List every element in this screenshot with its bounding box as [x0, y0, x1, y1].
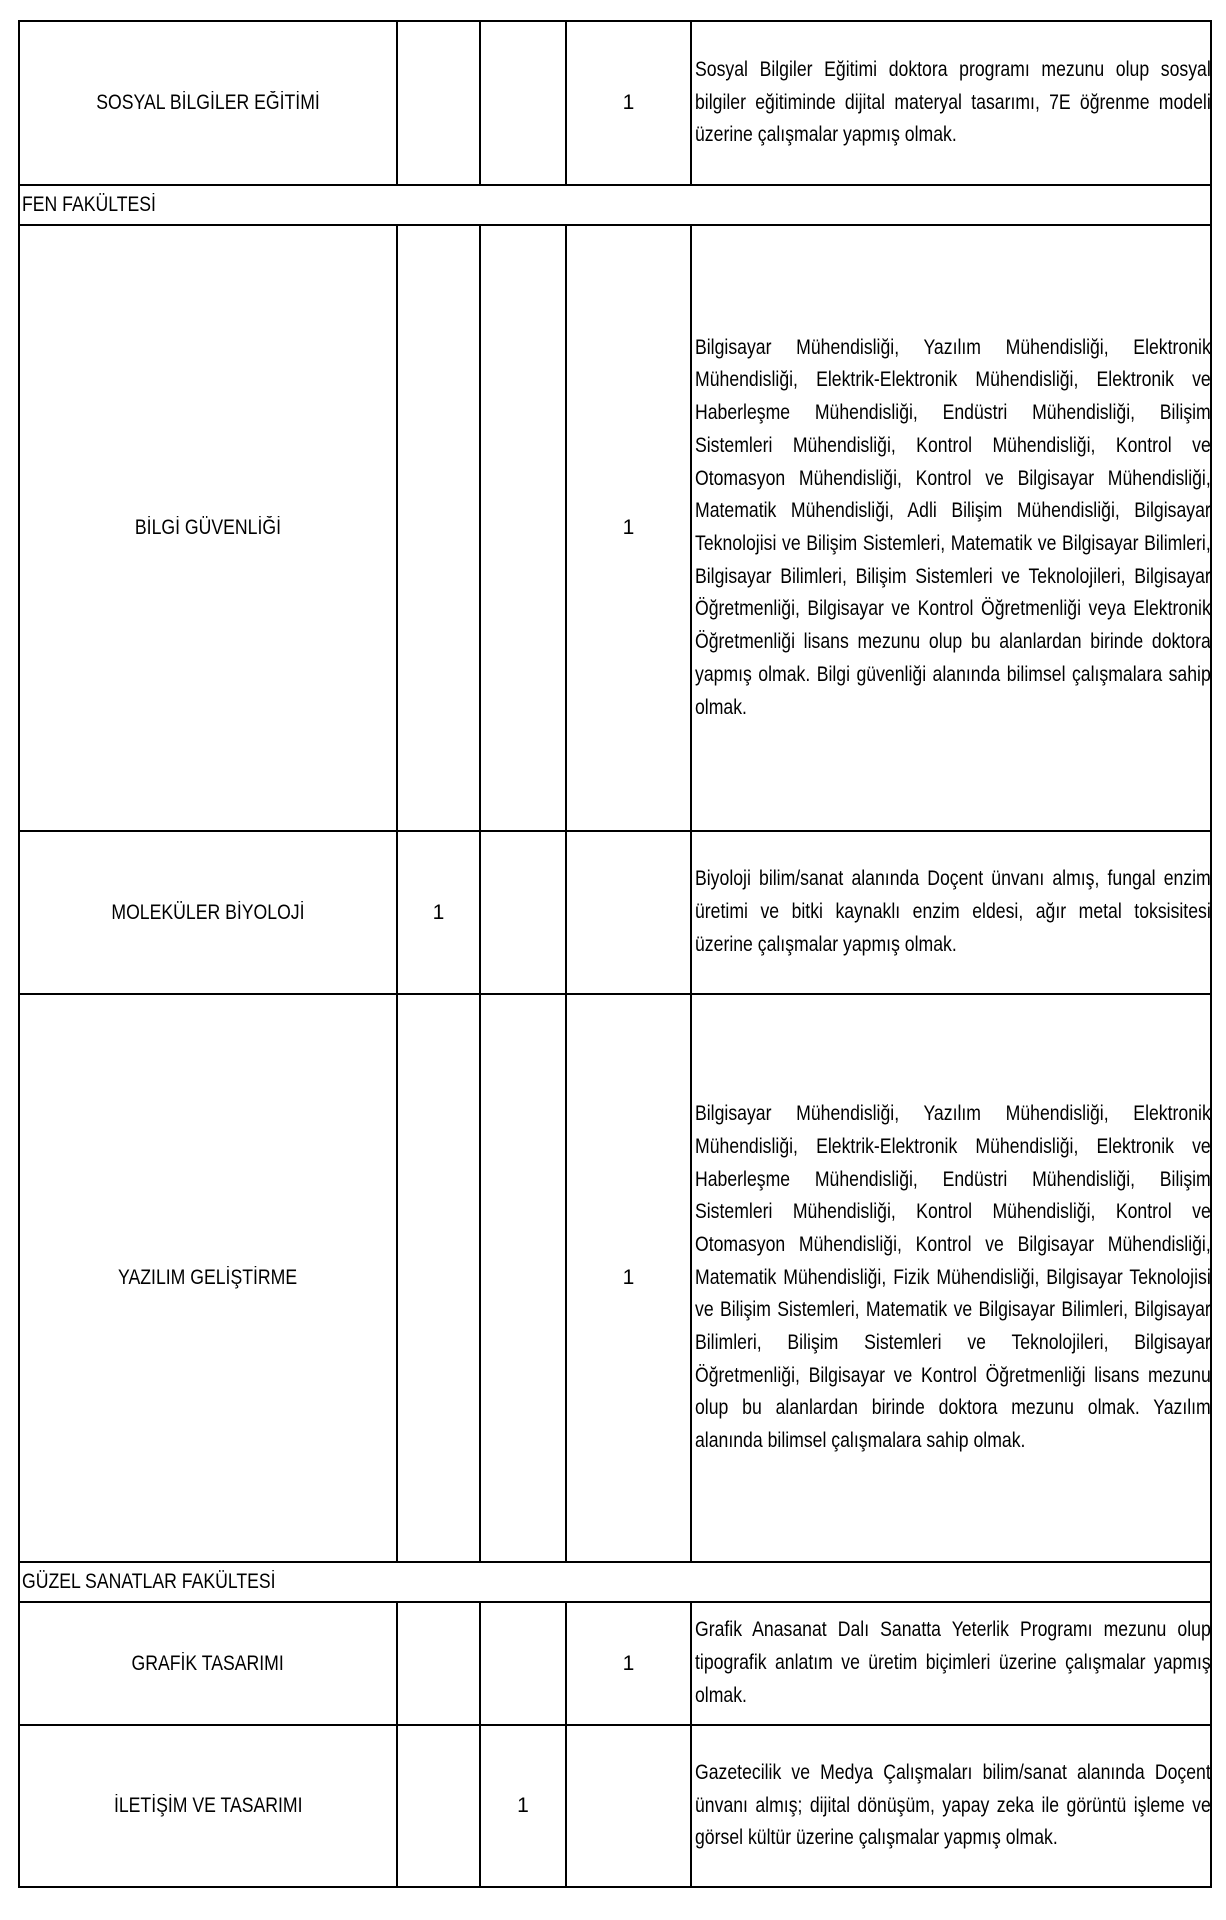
- faculty-row: [19, 185, 1211, 225]
- program-name: SOSYAL BİLGİLER EĞİTİMİ: [96, 91, 320, 114]
- requirements-cell: [691, 994, 1211, 1562]
- program-row: [19, 1725, 1211, 1887]
- program-name-cell: [19, 1602, 397, 1725]
- program-row: [19, 225, 1211, 831]
- program-name: YAZILIM GELİŞTİRME: [118, 1266, 298, 1289]
- program-row: [19, 831, 1211, 994]
- program-name-cell: [19, 1725, 397, 1887]
- count-col-3: [480, 994, 566, 1562]
- program-name: GRAFİK TASARIMI: [131, 1651, 285, 1675]
- count-col-3: [480, 831, 566, 994]
- count-col-2: [397, 1602, 480, 1725]
- requirements-text: Gazetecilik ve Medya Çalışmaları bilim/sanat alanında Doçent ünvanı almış; dijital dönüşüm, yapay zeka ile görüntü işleme ve görsel kültür üzerine çalışmalar yapmış olmak.: [695, 1760, 1211, 1850]
- requirements-cell: [691, 225, 1211, 831]
- count-col-3: [480, 21, 566, 185]
- faculty-name-cell: [19, 185, 1211, 225]
- program-name: İLETİŞİM VE TASARIMI: [113, 1794, 303, 1817]
- count-col-4: 1: [566, 21, 691, 185]
- program-name-cell: [19, 831, 397, 994]
- count-col-4: [566, 831, 691, 994]
- count-col-2: 1: [397, 831, 480, 994]
- count-col-3: 1: [480, 1725, 566, 1887]
- program-row: [19, 21, 1211, 185]
- faculty-name: FEN FAKÜLTESİ: [22, 193, 156, 216]
- program-name: MOLEKÜLER BİYOLOJİ: [111, 900, 305, 924]
- program-row: [19, 994, 1211, 1562]
- requirements-text: Sosyal Bilgiler Eğitimi doktora programı mezunu olup sosyal bilgiler eğitiminde dijital materyal tasarımı, 7E öğrenme modeli üzerine çalışmalar yapmış olmak.: [695, 57, 1211, 147]
- faculty-name-cell: [19, 1562, 1211, 1602]
- program-name-cell: [19, 994, 397, 1562]
- count-col-4: [566, 1725, 691, 1887]
- requirements-cell: [691, 21, 1211, 185]
- count-col-2: [397, 1725, 480, 1887]
- count-col-2: [397, 21, 480, 185]
- requirements-text: Grafik Anasanat Dalı Sanatta Yeterlik Programı mezunu olup tipografik anlatım ve üretim biçimleri üzerine çalışmalar yapmış olmak.: [695, 1618, 1211, 1707]
- requirements-cell: [691, 1602, 1211, 1725]
- faculty-row: [19, 1562, 1211, 1602]
- count-col-4: 1: [566, 225, 691, 831]
- count-col-3: [480, 225, 566, 831]
- count-col-3: [480, 1602, 566, 1725]
- requirements-text: Bilgisayar Mühendisliği, Yazılım Mühendisliği, Elektronik Mühendisliği, Elektrik-Elektronik Mühendisliği, Elektronik ve Haberleşme Mühendisliği, Endüstri Mühendisliği, Bilişim Sistemleri Mühendisliği, Kontrol Mühendisliği, Kontrol ve Otomasyon Mühendisliği, Kontrol ve Bilgisayar Mühendisliği, Matematik Mühendisliği, Fizik Mühendisliği, Bilgisayar Teknolojisi ve Bilişim Sistemleri, Matematik ve Bilgisayar Bilimleri, Bilgisayar Bilimleri, Bilişim Sistemleri ve Teknolojileri, Bilgisayar Öğretmenliği, Bilgisayar ve Kontrol Öğretmenliği lisans mezunu olup bu alanlardan birinde doktora mezunu olmak. Yazılım alanında bilimsel çalışmalara sahip olmak.: [695, 1102, 1211, 1453]
- requirements-cell: [691, 1725, 1211, 1887]
- count-col-2: [397, 994, 480, 1562]
- requirements-cell: [691, 831, 1211, 994]
- staff-positions-table: [18, 20, 1212, 1888]
- program-row: [19, 1602, 1211, 1725]
- program-name-cell: [19, 225, 397, 831]
- program-name: BİLGİ GÜVENLİĞİ: [134, 516, 282, 539]
- count-col-4: 1: [566, 1602, 691, 1725]
- requirements-text: Bilgisayar Mühendisliği, Yazılım Mühendisliği, Elektronik Mühendisliği, Elektrik-Elektronik Mühendisliği, Elektronik ve Haberleşme Mühendisliği, Endüstri Mühendisliği, Bilişim Sistemleri Mühendisliği, Kontrol Mühendisliği, Kontrol ve Otomasyon Mühendisliği, Kontrol ve Bilgisayar Mühendisliği, Matematik Mühendisliği, Adli Bilişim Mühendisliği, Bilgisayar Teknolojisi ve Bilişim Sistemleri, Matematik ve Bilgisayar Bilimleri, Bilgisayar Bilimleri, Bilişim Sistemleri ve Teknolojileri, Bilgisayar Öğretmenliği, Bilgisayar ve Kontrol Öğretmenliği veya Elektronik Öğretmenliği lisans mezunu olup bu alanlardan birinde doktora yapmış olmak. Bilgi güvenliği alanında bilimsel çalışmalara sahip olmak.: [695, 335, 1211, 719]
- faculty-name: GÜZEL SANATLAR FAKÜLTESİ: [22, 1570, 276, 1593]
- count-col-2: [397, 225, 480, 831]
- count-col-4: 1: [566, 994, 691, 1562]
- program-name-cell: [19, 21, 397, 185]
- requirements-text: Biyoloji bilim/sanat alanında Doçent ünvanı almış, fungal enzim üretimi ve bitki kaynaklı enzim eldesi, ağır metal toksisitesi üzerine çalışmalar yapmış olmak.: [695, 867, 1211, 956]
